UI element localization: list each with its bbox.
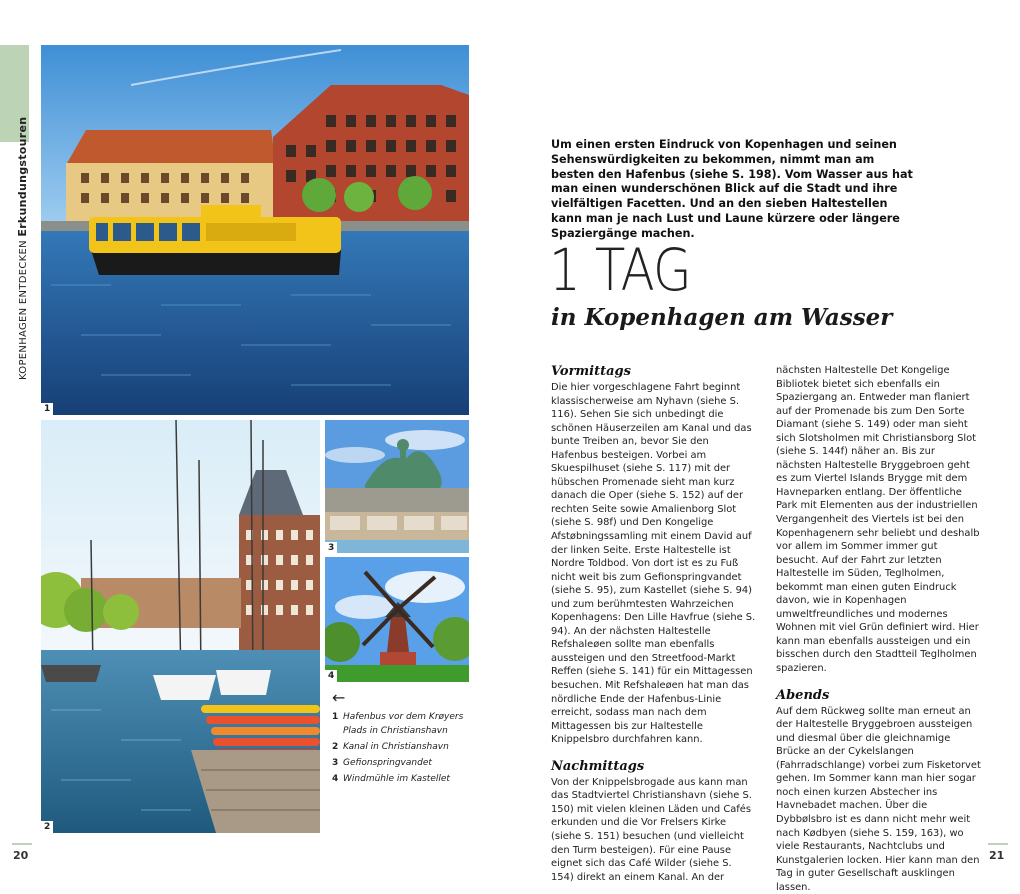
photo-gefion-fountain <box>325 420 469 553</box>
arrow-left-icon: ← <box>332 688 346 707</box>
caption-item: 4 Windmühle im Kastellet <box>332 774 450 784</box>
caption-item: 2 Kanal in Christianshavn <box>332 742 449 752</box>
section-side-label <box>16 117 29 380</box>
photo-windmill-kastellet <box>325 557 469 682</box>
photo-number-2: 2 <box>41 821 53 834</box>
photo-captions <box>332 710 472 786</box>
page-number-rule-left <box>12 843 32 845</box>
page-title: 1 TAG <box>549 236 691 304</box>
heading-morning: Vormittags <box>551 364 631 379</box>
text-column-1 <box>551 364 756 884</box>
page-number-right: 21 <box>989 849 1005 862</box>
heading-afternoon: Nachmittags <box>551 758 645 774</box>
paragraph-continued: nächsten Haltestelle Det Kongelige Bibliotek bietet sich ebenfalls ein Spaziergang an. Entweder man flaniert auf der Promenade bis zum Den Sorte Diamant (siehe S. 149) oder man sieht sich Slotsholmen mit Christiansborg Slot (siehe S. 144f) näher an. Bis zur nächsten Haltestelle Bryggebroen geht es zum Viertel Islands Brygge mit dem Havneparken entlang. Der öffentliche Park mit Elementen aus der industriellen Vergangenheit des Viertels ist bei den Kopenhagenern sehr beliebt und deshalb vor allem im Sommer immer gut besucht. Auf der Fahrt zur letzten Haltestelle im Süden, Teglholmen, bekommt man einen guten Eindruck davon, wie in Kopenhagen umweltfreundliches und modernes Wohnen mit viel Grün definiert wird. Hier kann man ebenfalls aussteigen und ein bisschen durch den Stadtteil Teglholmen spazieren. <box>776 365 980 675</box>
photo-harbour-bus <box>41 45 469 415</box>
photo-number-1: 1 <box>41 403 53 416</box>
page-number-left: 20 <box>13 849 29 862</box>
intro-paragraph: Um einen ersten Eindruck von Kopenhagen und seinen Sehenswürdigkeiten zu bekommen, nimmt man am besten den Hafenbus (siehe S. 198). Vom Wasser aus hat man einen wunderschönen Blick auf die Stadt und ihre vielfältigen Facetten. Und an den sieben Haltestellen kann man je nach Lust und Laune kürzere oder längere Spaziergänge machen. <box>551 138 913 240</box>
side-label-bold: Erkundungstouren <box>16 116 29 237</box>
caption-item: 3 Gefionspringvandet <box>332 758 432 768</box>
photo-number-3: 3 <box>325 542 337 555</box>
paragraph-evening: Auf dem Rückweg sollte man erneut an der Haltestelle Bryggebroen aussteigen und diesmal über die gleichnamige Brücke an der Cykelslangen (Fahrradschlange) vorbei zum Fisketorvet gehen. Im Sommer kann man hier sogar noch einen kurzen Abstecher ins Havnebadet machen. Über die Dybbølsbro ist es dann nicht mehr weit nach Kødbyen (siehe S. 159, 163), wo viele Restaurants, Nachtclubs und Kunstgalerien locken. Hier kann man den Tag in guter Gesellschaft ausklingen lassen. <box>776 705 981 893</box>
paragraph-afternoon: Von der Knippelsbrogade aus kann man das Stadtviertel Christianshavn (siehe S. 150) mit vielen kleinen Läden und Cafés erkunden und die Vor Frelsers Kirke (siehe S. 151) besuchen (und vielleicht den Turm besteigen). Für eine Pause eignet sich das Café Wilder (siehe S. 154) direkt an einem Kanal. An der <box>551 776 752 883</box>
paragraph-morning: Die hier vorgeschlagene Fahrt beginnt klassischerweise am Nyhavn (siehe S. 116). Sehen Sie sich unbedingt die schönen Häuserzeilen am Kanal und das bunte Treiben an, bevor Sie den Hafenbus besteigen. Vorbei am Skuespilhuset (siehe S. 117) mit der hübschen Promenade sieht man kurz danach die Oper (siehe S. 152) auf der rechten Seite sowie Amalienborg Slot (siehe S. 98f) und Den Kongelige Afstøbningssamling mit einem David auf der linken Seite. Erste Haltestelle ist Nordre Toldbod. Von dort ist es zu Fuß nicht weit bis zum Gefionspringvandet (siehe S. 95), zum Kastellet (siehe S. 94) und zum berühmtesten Wahrzeichen Kopenhagens: Den Lille Havfrue (siehe S. 94). An der nächsten Haltestelle Refshaleøen sollte man ebenfalls aussteigen und den Streetfood-Markt Reffen (siehe S. 141) für ein Mittagessen besuchen. Mit Refshaleøen hat man das nördliche Ende der Hafenbus-Linie erreicht, sodass man nach dem Mittagessen bis zur Haltestelle Knippelsbro durchfahren kann. <box>551 382 756 746</box>
photo-canal-christianshavn <box>41 420 320 833</box>
photo-number-4: 4 <box>325 670 337 683</box>
heading-evening: Abends <box>776 687 830 703</box>
caption-item: 1 Hafenbus vor dem Krøyers Plads in Christianshavn <box>332 712 464 736</box>
page-subtitle: in Kopenhagen am Wasser <box>551 304 893 331</box>
page-number-rule-right <box>988 843 1008 845</box>
side-label-main: KOPENHAGEN ENTDECKEN <box>18 240 29 380</box>
text-column-2 <box>776 364 981 894</box>
